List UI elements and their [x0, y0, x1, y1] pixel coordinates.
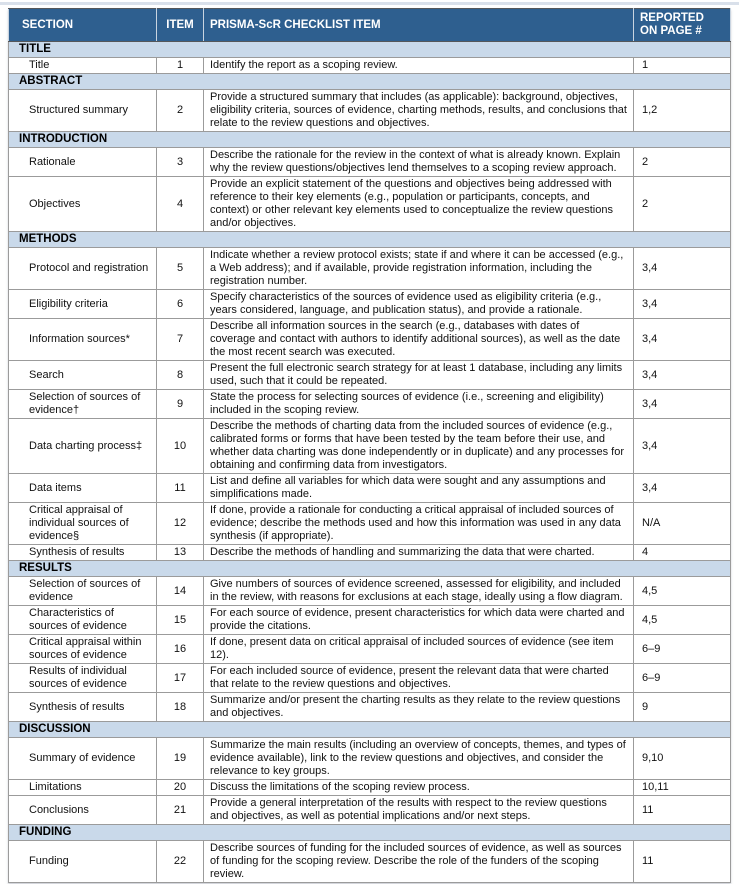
reported-page-cell: 3,4	[634, 248, 731, 290]
checklist-item-cell: Give numbers of sources of evidence screened, assessed for eligibility, and included in the review, with reasons for exclusions at each stage, ideally using a flow diagram.	[204, 577, 634, 606]
checklist-body	[9, 42, 731, 883]
section-cell: Search	[9, 361, 157, 390]
checklist-item-cell: Provide a general interpretation of the results with respect to the review questions and objectives, as well as potential implications and/or next steps.	[204, 796, 634, 825]
section-cell: Objectives	[9, 177, 157, 232]
item-number-cell: 10	[157, 419, 204, 474]
section-cell: Data items	[9, 474, 157, 503]
reported-page-cell: 4	[634, 545, 731, 561]
reported-page-cell: 10,11	[634, 780, 731, 796]
item-number-cell: 19	[157, 738, 204, 780]
checklist-item-cell: For each source of evidence, present characteristics for which data were charted and provide the citations.	[204, 606, 634, 635]
reported-page-cell: 3,4	[634, 319, 731, 361]
checklist-row	[9, 841, 731, 883]
checklist-item-cell: Describe the methods of charting data from the included sources of evidence (e.g., calibrated forms or forms that have been tested by the team before their use, and whether data charting was done independently or in duplicate) and any processes for obtaining and confirming data from investigators.	[204, 419, 634, 474]
section-cell: Synthesis of results	[9, 693, 157, 722]
item-number-cell: 13	[157, 545, 204, 561]
reported-page-cell: 4,5	[634, 606, 731, 635]
reported-page-cell: 11	[634, 841, 731, 883]
checklist-row	[9, 693, 731, 722]
item-number-cell: 2	[157, 90, 204, 132]
item-number-cell: 12	[157, 503, 204, 545]
item-number-cell: 15	[157, 606, 204, 635]
section-cell: Data charting process‡	[9, 419, 157, 474]
checklist-item-cell: Describe sources of funding for the included sources of evidence, as well as sources of funding for the scoping review. Describe the role of the funders of the scoping review.	[204, 841, 634, 883]
item-number-cell: 22	[157, 841, 204, 883]
checklist-item-cell: Describe the rationale for the review in the context of what is already known. Explain why the review questions/objectives lend themselves to a scoping review approach.	[204, 148, 634, 177]
checklist-row	[9, 577, 731, 606]
reported-page-cell: 3,4	[634, 474, 731, 503]
checklist-item-cell: Specify characteristics of the sources of evidence used as eligibility criteria (e.g., years considered, language, and publication status), and provide a rationale.	[204, 290, 634, 319]
checklist-row	[9, 177, 731, 232]
item-number-cell: 4	[157, 177, 204, 232]
checklist-row	[9, 390, 731, 419]
section-cell: Selection of sources of evidence†	[9, 390, 157, 419]
section-band-row	[9, 42, 731, 58]
reported-page-cell: 2	[634, 177, 731, 232]
checklist-row	[9, 796, 731, 825]
table-header	[9, 9, 731, 42]
section-band-label: ABSTRACT	[9, 74, 731, 90]
item-number-cell: 7	[157, 319, 204, 361]
item-number-cell: 3	[157, 148, 204, 177]
reported-page-cell: 1,2	[634, 90, 731, 132]
header-checklist-item: PRISMA-ScR CHECKLIST ITEM	[204, 9, 634, 42]
item-number-cell: 20	[157, 780, 204, 796]
section-cell: Structured summary	[9, 90, 157, 132]
section-cell: Synthesis of results	[9, 545, 157, 561]
reported-page-cell: 1	[634, 58, 731, 74]
checklist-row	[9, 780, 731, 796]
section-cell: Critical appraisal within sources of evidence	[9, 635, 157, 664]
section-cell: Critical appraisal of individual sources of evidence§	[9, 503, 157, 545]
checklist-item-cell: If done, provide a rationale for conducting a critical appraisal of included sources of evidence; describe the methods used and how this information was used in any data synthesis (if appropriate).	[204, 503, 634, 545]
section-cell: Eligibility criteria	[9, 290, 157, 319]
section-band-label: RESULTS	[9, 561, 731, 577]
checklist-row	[9, 664, 731, 693]
reported-page-cell: 11	[634, 796, 731, 825]
checklist-row	[9, 738, 731, 780]
item-number-cell: 17	[157, 664, 204, 693]
checklist-item-cell: Summarize the main results (including an overview of concepts, themes, and types of evidence available), link to the review questions and objectives, and consider the relevance to key groups.	[204, 738, 634, 780]
checklist-row	[9, 635, 731, 664]
section-cell: Protocol and registration	[9, 248, 157, 290]
checklist-item-cell: State the process for selecting sources of evidence (i.e., screening and eligibility) included in the scoping review.	[204, 390, 634, 419]
checklist-row	[9, 606, 731, 635]
section-band-row	[9, 74, 731, 90]
checklist-row	[9, 545, 731, 561]
checklist-row	[9, 319, 731, 361]
section-cell: Limitations	[9, 780, 157, 796]
item-number-cell: 6	[157, 290, 204, 319]
reported-page-cell: 3,4	[634, 390, 731, 419]
reported-page-cell: N/A	[634, 503, 731, 545]
checklist-row	[9, 419, 731, 474]
section-cell: Rationale	[9, 148, 157, 177]
item-number-cell: 16	[157, 635, 204, 664]
checklist-item-cell: Describe the methods of handling and summarizing the data that were charted.	[204, 545, 634, 561]
section-cell: Summary of evidence	[9, 738, 157, 780]
section-cell: Selection of sources of evidence	[9, 577, 157, 606]
section-cell: Characteristics of sources of evidence	[9, 606, 157, 635]
reported-page-cell: 6–9	[634, 635, 731, 664]
item-number-cell: 1	[157, 58, 204, 74]
section-band-label: TITLE	[9, 42, 731, 58]
section-cell: Information sources*	[9, 319, 157, 361]
checklist-item-cell: For each included source of evidence, present the relevant data that were charted that relate to the review questions and objectives.	[204, 664, 634, 693]
section-band-label: FUNDING	[9, 825, 731, 841]
section-cell: Title	[9, 58, 157, 74]
item-number-cell: 9	[157, 390, 204, 419]
reported-page-cell: 9,10	[634, 738, 731, 780]
section-cell: Conclusions	[9, 796, 157, 825]
header-section: SECTION	[9, 9, 157, 42]
item-number-cell: 11	[157, 474, 204, 503]
section-band-row	[9, 825, 731, 841]
checklist-item-cell: Indicate whether a review protocol exists; state if and where it can be accessed (e.g., a Web address); and if available, provide registration information, including the registration number.	[204, 248, 634, 290]
section-band-row	[9, 561, 731, 577]
checklist-item-cell: Discuss the limitations of the scoping review process.	[204, 780, 634, 796]
checklist-row	[9, 503, 731, 545]
checklist-row	[9, 248, 731, 290]
checklist-item-cell: Summarize and/or present the charting results as they relate to the review questions and objectives.	[204, 693, 634, 722]
checklist-row	[9, 90, 731, 132]
reported-page-cell: 2	[634, 148, 731, 177]
section-band-label: INTRODUCTION	[9, 132, 731, 148]
item-number-cell: 18	[157, 693, 204, 722]
checklist-row	[9, 58, 731, 74]
reported-page-cell: 6–9	[634, 664, 731, 693]
checklist-row	[9, 474, 731, 503]
checklist-item-cell: Provide a structured summary that includes (as applicable): background, objectives, eligibility criteria, sources of evidence, charting methods, results, and conclusions that relate to the review questions and objectives.	[204, 90, 634, 132]
section-band-label: DISCUSSION	[9, 722, 731, 738]
reported-page-cell: 9	[634, 693, 731, 722]
checklist-item-cell: Provide an explicit statement of the questions and objectives being addressed with reference to their key elements (e.g., population or participants, concepts, and context) or other relevant key elements used to conceptualize the review questions and/or objectives.	[204, 177, 634, 232]
section-band-row	[9, 132, 731, 148]
section-band-label: METHODS	[9, 232, 731, 248]
reported-page-cell: 3,4	[634, 361, 731, 390]
header-reported-on-page: REPORTED ON PAGE #	[634, 9, 731, 42]
section-cell: Results of individual sources of evidence	[9, 664, 157, 693]
section-cell: Funding	[9, 841, 157, 883]
checklist-row	[9, 290, 731, 319]
checklist-row	[9, 361, 731, 390]
item-number-cell: 8	[157, 361, 204, 390]
checklist-item-cell: If done, present data on critical appraisal of included sources of evidence (see item 12).	[204, 635, 634, 664]
top-divider	[0, 2, 739, 5]
item-number-cell: 5	[157, 248, 204, 290]
section-band-row	[9, 722, 731, 738]
checklist-item-cell: Present the full electronic search strategy for at least 1 database, including any limits used, such that it could be repeated.	[204, 361, 634, 390]
section-band-row	[9, 232, 731, 248]
checklist-item-cell: Describe all information sources in the search (e.g., databases with dates of coverage and contact with authors to identify additional sources), as well as the date the most recent search was executed.	[204, 319, 634, 361]
reported-page-cell: 3,4	[634, 290, 731, 319]
header-row	[9, 9, 731, 42]
reported-page-cell: 4,5	[634, 577, 731, 606]
checklist-row	[9, 148, 731, 177]
item-number-cell: 21	[157, 796, 204, 825]
checklist-item-cell: Identify the report as a scoping review.	[204, 58, 634, 74]
reported-page-cell: 3,4	[634, 419, 731, 474]
item-number-cell: 14	[157, 577, 204, 606]
checklist-item-cell: List and define all variables for which data were sought and any assumptions and simplifications made.	[204, 474, 634, 503]
prisma-scr-checklist-table	[8, 8, 731, 883]
header-item: ITEM	[157, 9, 204, 42]
